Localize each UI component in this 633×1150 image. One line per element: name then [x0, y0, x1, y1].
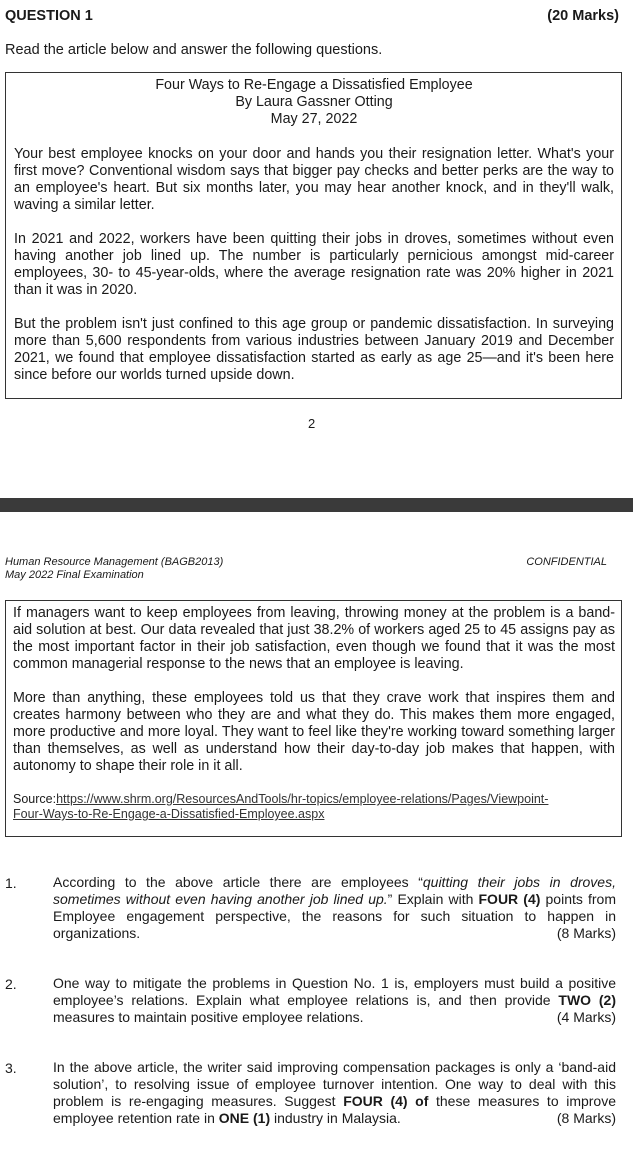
question-marks: (4 Marks) — [556, 1009, 616, 1025]
source-citation — [13, 792, 615, 822]
question-number: 1. — [5, 875, 17, 891]
question-1-text: According to the above article there are employees “quitting their jobs in droves, sometimes without even having another job lined up.” Explain with FOUR (4) points from Employee engagement perspective, the reasons for such situation to happen in organizations. (8 Marks) — [53, 874, 616, 941]
article-box — [5, 72, 622, 399]
article-title: Four Ways to Re-Engage a Dissatisfied Employee — [155, 77, 473, 93]
question-heading: QUESTION 1 — [5, 8, 93, 24]
question-marks: (8 Marks) — [556, 1110, 616, 1126]
instruction: Read the article below and answer the following questions. — [5, 42, 383, 58]
question-3-text: In the above article, the writer said improving compensation packages is only a ‘band-aid solution’, to resolving issue of employee turnover intention. One way to deal with this problem is re-engaging measures. Suggest FOUR (4) of these measures to improve employee retention rate in ONE (1) industry in Malaysia. (8 Marks) — [53, 1059, 617, 1126]
article-author: By Laura Gassner Otting — [235, 94, 393, 110]
article-date: May 27, 2022 — [270, 111, 358, 127]
total-marks: (20 Marks) — [547, 8, 619, 24]
question-marks: (8 Marks) — [556, 925, 616, 941]
confidential-label: CONFIDENTIAL — [526, 556, 607, 568]
article-paragraph: More than anything, these employees told us that they crave work that inspires them and creates harmony between who they are and what they do. This makes them more engaged, more productive and more loyal. They want to feel like they're working toward something larger than themselves, as well as understand how their day-to-day job makes that happen, with autonomy to shape their role in it all. — [13, 690, 615, 774]
article-paragraph: If managers want to keep employees from leaving, throwing money at the problem is a band-aid solution at best. Our data revealed that just 38.2% of workers aged 25 to 45 assigns pay as the most important factor in their job satisfaction, even though we found that it was the most common managerial response to the news that an employee is leaving. — [13, 605, 615, 672]
article-paragraph: But the problem isn't just confined to this age group or pandemic dissatisfaction. In surveying more than 5,600 respondents from various industries between January 2019 and December 2021, we found that employee dissatisfaction started as early as age 25—and it's been here since before our worlds turned upside down. — [14, 316, 614, 383]
question-number: 3. — [5, 1060, 17, 1076]
source-link-continued[interactable]: Four-Ways-to-Re-Engage-a-Dissatisfied-Employee.aspx — [13, 807, 325, 821]
exam-name: May 2022 Final Examination — [5, 569, 144, 581]
article-continued-box — [5, 600, 622, 837]
page-number: 2 — [308, 416, 316, 431]
source-link[interactable]: https://www.shrm.org/ResourcesAndTools/hr-topics/employee-relations/Pages/Viewpoint- — [56, 792, 549, 806]
source-label: Source: — [13, 792, 57, 806]
question-number: 2. — [5, 976, 17, 992]
page-divider — [0, 498, 633, 512]
quote: quitting their jobs in droves, sometimes without even having another job lined up. — [53, 874, 616, 907]
article-paragraph: In 2021 and 2022, workers have been quitting their jobs in droves, sometimes without even having another job lined up. The number is particularly pernicious amongst mid-career employees, 30- to 45-year-olds, where the average resignation rate was 20% higher in 2021 than it was in 2020. — [14, 231, 614, 298]
article-paragraph: Your best employee knocks on your door and hands you their resignation letter. What's your first move? Conventional wisdom says that bigger pay checks and better perks are the way to an employee's heart. But six months later, you may hear another knock, and in they'll walk, waving a similar letter. — [14, 146, 614, 213]
question-2-text: One way to mitigate the problems in Question No. 1 is, employers must build a positive employee’s relations. Explain what employee relations is, and then provide TWO (2) measures to maintain positive employee relations. (4 Marks) — [53, 975, 616, 1025]
course-name: Human Resource Management (BAGB2013) — [5, 556, 224, 568]
